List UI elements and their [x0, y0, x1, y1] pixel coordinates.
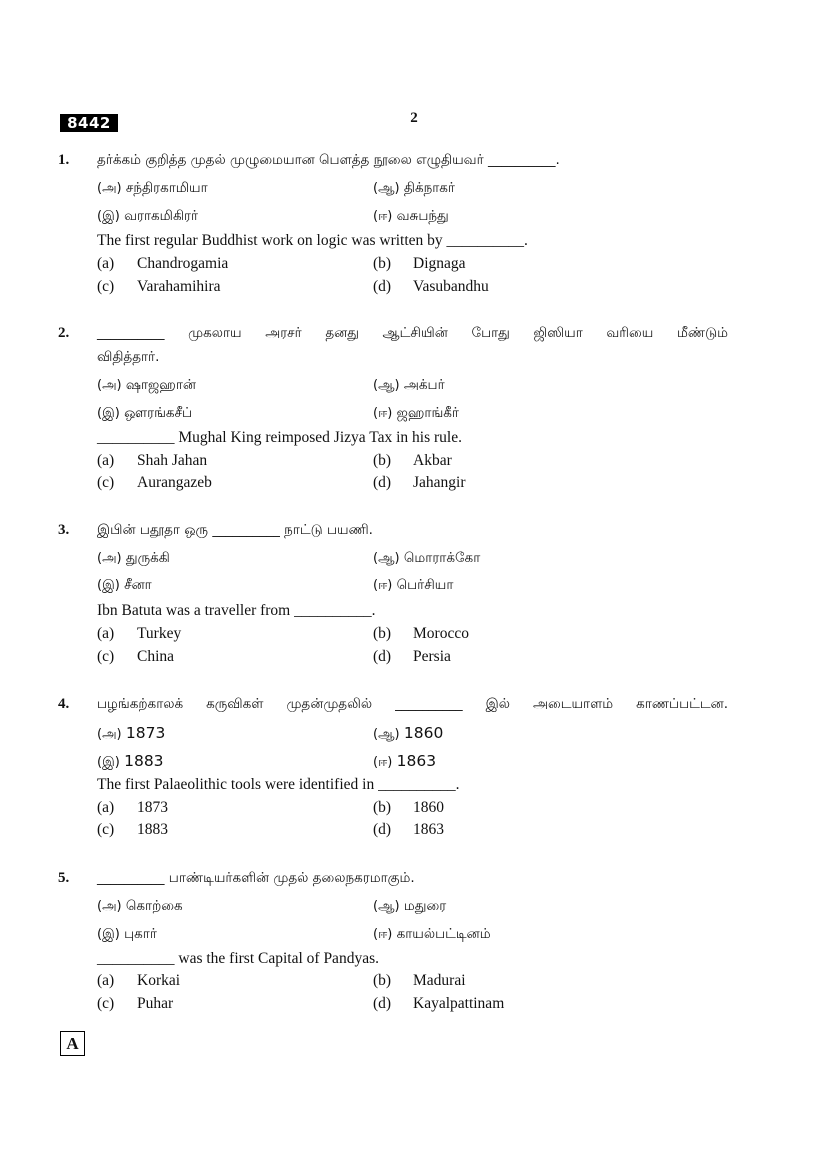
option-label: (இ)	[97, 578, 120, 593]
tamil-option-b	[373, 377, 445, 395]
option-text: Akbar	[413, 452, 452, 469]
option-text: சந்திரகாமியா	[125, 180, 208, 196]
tamil-option-c	[97, 208, 198, 226]
option-label: (ஆ)	[373, 181, 400, 196]
option-label: (b)	[373, 625, 392, 642]
tamil-option-d	[373, 577, 453, 595]
english-option-b	[373, 625, 469, 643]
option-text: Aurangazeb	[137, 474, 212, 491]
option-text: Shah Jahan	[137, 452, 208, 469]
english-question-text: Ibn Batuta was a traveller from __________.	[97, 602, 376, 619]
option-text: Puhar	[137, 995, 174, 1012]
option-label: (இ)	[97, 406, 120, 421]
option-label: (a)	[97, 799, 115, 816]
option-label: (ஈ)	[373, 578, 393, 593]
english-option-c	[97, 821, 168, 839]
english-option-d	[373, 821, 444, 839]
option-label: (இ)	[97, 209, 120, 224]
option-label: (d)	[373, 474, 392, 491]
english-option-c	[97, 474, 212, 492]
option-text: சீனா	[124, 577, 152, 593]
english-question-text: __________ was the first Capital of Pandyas.	[97, 950, 379, 967]
question-number: 4.	[58, 696, 70, 712]
english-option-a	[97, 452, 207, 470]
tamil-option-c	[97, 752, 164, 771]
option-label: (b)	[373, 799, 392, 816]
option-label: (ஈ)	[373, 406, 393, 421]
option-text: Jahangir	[413, 474, 466, 491]
english-option-b	[373, 972, 466, 990]
option-text: வசுபந்து	[396, 208, 449, 224]
option-text: Dignaga	[413, 255, 466, 272]
option-label: (d)	[373, 821, 392, 838]
option-text: Turkey	[137, 625, 182, 642]
tamil-option-b	[373, 898, 446, 916]
option-text: அக்பர்	[403, 377, 445, 393]
option-label: (ஈ)	[373, 209, 393, 224]
english-option-c	[97, 648, 174, 666]
tamil-question-text: தர்க்கம் குறித்த முதல் முழுமையான பௌத்த நூலை எழுதியவர் __________.	[97, 152, 560, 168]
option-text: Vasubandhu	[413, 278, 489, 295]
tamil-option-b	[373, 550, 480, 568]
option-text: Korkai	[137, 972, 181, 989]
question-number: 3.	[58, 522, 70, 538]
option-text: 1873	[125, 724, 166, 742]
option-text: 1860	[403, 724, 444, 742]
tamil-question-text: இபின் பதூதா ஒரு __________ நாட்டு பயணி.	[97, 522, 373, 538]
tamil-option-a	[97, 550, 170, 568]
question-number: 5.	[58, 870, 70, 886]
english-option-a	[97, 799, 168, 817]
option-text: Morocco	[413, 625, 469, 642]
paper-code-badge: 8442	[60, 114, 118, 132]
page-number: 2	[410, 110, 418, 126]
tamil-option-a	[97, 377, 196, 395]
option-label: (அ)	[97, 899, 122, 914]
english-option-c	[97, 278, 221, 296]
english-option-b	[373, 452, 452, 470]
option-label: (ஆ)	[373, 899, 400, 914]
option-text: காயல்பட்டினம்	[396, 926, 491, 942]
question-number: 1.	[58, 152, 70, 168]
english-option-d	[373, 995, 504, 1013]
english-option-d	[373, 648, 451, 666]
tamil-option-c	[97, 405, 192, 423]
english-option-d	[373, 278, 489, 296]
option-label: (அ)	[97, 727, 122, 742]
option-text: Madurai	[413, 972, 466, 989]
option-text: ஔரங்கசீப்	[124, 405, 193, 421]
option-text: மொராக்கோ	[403, 550, 481, 566]
option-text: China	[137, 648, 175, 665]
option-label: (a)	[97, 452, 115, 469]
option-label: (c)	[97, 821, 115, 838]
option-label: (இ)	[97, 927, 120, 942]
english-question-text: The first regular Buddhist work on logic was written by __________.	[97, 232, 528, 249]
option-text: திக்நாகர்	[403, 180, 455, 196]
tamil-option-c	[97, 577, 152, 595]
english-option-d	[373, 474, 466, 492]
option-label: (ஈ)	[373, 927, 393, 942]
option-text: புகார்	[124, 926, 157, 942]
tamil-option-d	[373, 405, 459, 423]
option-label: (c)	[97, 648, 115, 665]
option-label: (c)	[97, 995, 115, 1012]
option-label: (அ)	[97, 551, 122, 566]
option-text: ஜஹாங்கீர்	[396, 405, 459, 421]
option-label: (ஆ)	[373, 727, 400, 742]
english-question-text: The first Palaeolithic tools were identified in __________.	[97, 776, 460, 793]
option-text: 1883	[137, 821, 168, 838]
option-text: 1863	[396, 752, 437, 770]
option-label: (d)	[373, 278, 392, 295]
english-question-text: __________ Mughal King reimposed Jizya Tax in his rule.	[97, 429, 462, 446]
option-label: (d)	[373, 995, 392, 1012]
option-label: (b)	[373, 255, 392, 272]
tamil-option-d	[373, 752, 436, 771]
option-label: (அ)	[97, 181, 122, 196]
option-text: மதுரை	[403, 898, 447, 914]
tamil-option-b	[373, 724, 443, 743]
option-label: (a)	[97, 625, 115, 642]
option-text: துருக்கி	[125, 550, 170, 566]
option-label: (a)	[97, 972, 115, 989]
option-label: (b)	[373, 452, 392, 469]
tamil-option-a	[97, 898, 183, 916]
option-label: (a)	[97, 255, 115, 272]
tamil-question-text: பழங்கற்காலக் கருவிகள் முதன்முதலில் __________ இல் அடையாளம் காணப்பட்டன.	[97, 696, 728, 712]
tamil-option-a	[97, 180, 208, 198]
set-label-box: A	[60, 1031, 85, 1056]
question-number: 2.	[58, 325, 70, 341]
option-label: (d)	[373, 648, 392, 665]
english-option-c	[97, 995, 173, 1013]
english-option-b	[373, 799, 444, 817]
english-option-b	[373, 255, 466, 273]
option-text: 1873	[137, 799, 168, 816]
english-option-a	[97, 972, 180, 990]
option-text: பெர்சியா	[396, 577, 454, 593]
tamil-question-text: __________ முகலாய அரசர் தனது ஆட்சியின் போது ஜிஸியா வரியை மீண்டும்	[97, 325, 728, 341]
option-label: (இ)	[97, 755, 120, 770]
english-option-a	[97, 625, 181, 643]
option-label: (அ)	[97, 378, 122, 393]
tamil-option-d	[373, 208, 449, 226]
tamil-option-a	[97, 724, 165, 743]
option-text: Varahamihira	[137, 278, 221, 295]
option-label: (ஆ)	[373, 378, 400, 393]
option-text: வராகமிகிரர்	[124, 208, 199, 224]
option-text: ஷாஜஹான்	[125, 377, 197, 393]
option-label: (c)	[97, 278, 115, 295]
option-label: (ஆ)	[373, 551, 400, 566]
option-text: Kayalpattinam	[413, 995, 505, 1012]
tamil-option-d	[373, 926, 491, 944]
option-label: (ஈ)	[373, 755, 393, 770]
tamil-question-text: __________ பாண்டியர்களின் முதல் தலைநகரமாகும்.	[97, 870, 415, 886]
option-text: 1860	[413, 799, 444, 816]
tamil-option-c	[97, 926, 157, 944]
option-text: Chandrogamia	[137, 255, 229, 272]
option-text: 1863	[413, 821, 444, 838]
tamil-question-text-cont: விதித்தார்.	[97, 349, 160, 365]
option-text: Persia	[413, 648, 451, 665]
option-label: (c)	[97, 474, 115, 491]
tamil-option-b	[373, 180, 455, 198]
option-text: கொற்கை	[125, 898, 183, 914]
option-label: (b)	[373, 972, 392, 989]
english-option-a	[97, 255, 228, 273]
option-text: 1883	[124, 752, 164, 770]
